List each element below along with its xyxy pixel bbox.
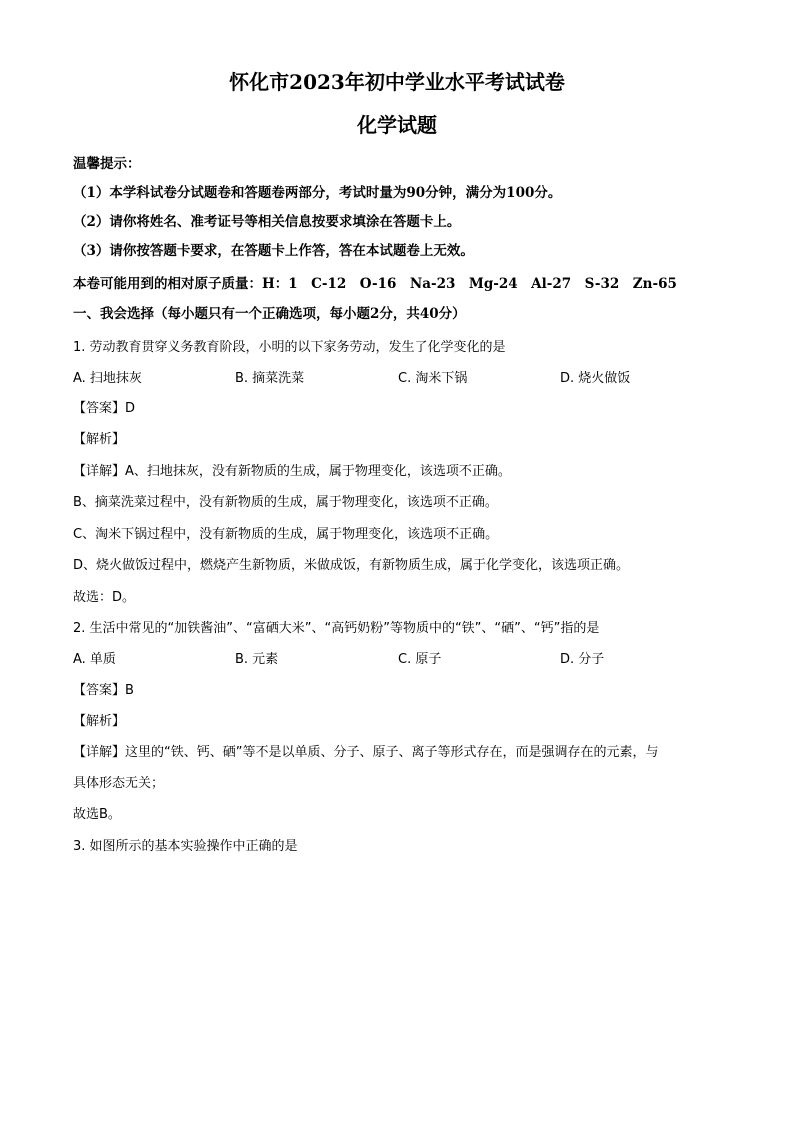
atomic-mass-line: 本卷可能用到的相对原子质量：H：1 C-12 O-16 Na-23 Mg-24 Al-27 S-32 Zn-65	[73, 276, 677, 292]
exam-title: 怀化市2023年初中学业水平考试试卷	[229, 70, 565, 94]
q1-option-a: A. 扫地抹灰	[73, 371, 142, 386]
q1-stem: 1. 劳动教育贯穿义务教育阶段，小明的以下家务劳动，发生了化学变化的是	[73, 340, 506, 355]
q2-option-b: B. 元素	[235, 652, 279, 667]
q2-detail-1: 【详解】这里的“铁、钙、硒”等不是以单质、分子、原子、离子等形式存在，而是强调存在的元素，与	[73, 745, 659, 760]
q2-analysis: 【解析】	[73, 714, 126, 729]
q2-stem: 2. 生活中常见的“加铁酱油”、“富硒大米”、“高钙奶粉”等物质中的“铁”、“硒”、“钙”指的是	[73, 621, 600, 636]
q1-detail-2: B、摘菜洗菜过程中，没有新物质的生成，属于物理变化，该选项不正确。	[73, 495, 498, 510]
tip-item-3: （3）请你按答题卡要求，在答题卡上作答，答在本试题卷上无效。	[73, 243, 474, 259]
q1-analysis: 【解析】	[73, 432, 126, 447]
exam-subtitle: 化学试题	[357, 113, 437, 137]
q1-detail-3: C、淘米下锅过程中，没有新物质的生成，属于物理变化，该选项不正确。	[73, 527, 499, 542]
q2-answer: 【答案】B	[73, 683, 134, 698]
q1-option-c: C. 淘米下锅	[398, 371, 468, 386]
q3-stem: 3. 如图所示的基本实验操作中正确的是	[73, 839, 298, 854]
q2-option-d: D. 分子	[560, 652, 605, 667]
q1-detail-4: D、烧火做饭过程中，燃烧产生新物质，米做成饭，有新物质生成，属于化学变化，该选项正确。	[73, 558, 630, 573]
q2-option-a: A. 单质	[73, 652, 116, 667]
q2-conclusion: 故选B。	[73, 807, 121, 822]
tip-item-1: （1）本学科试卷分试题卷和答题卷两部分，考试时量为90分钟，满分为100分。	[73, 185, 562, 201]
tips-heading: 温馨提示：	[73, 156, 141, 172]
tip-item-2: （2）请你将姓名、准考证号等相关信息按要求填涂在答题卡上。	[73, 214, 461, 230]
q1-option-b: B. 摘菜洗菜	[235, 371, 305, 386]
section-heading: 一、我会选择（每小题只有一个正确选项，每小题2分，共40分）	[73, 306, 466, 322]
q1-conclusion: 故选：D。	[73, 590, 136, 605]
q1-answer: 【答案】D	[73, 401, 136, 416]
q2-option-c: C. 原子	[398, 652, 442, 667]
q2-detail-2: 具体形态无关；	[73, 776, 165, 791]
q1-option-d: D. 烧火做饭	[560, 371, 631, 386]
q1-detail-1: 【详解】A、扫地抹灰，没有新物质的生成，属于物理变化，该选项不正确。	[73, 464, 511, 479]
